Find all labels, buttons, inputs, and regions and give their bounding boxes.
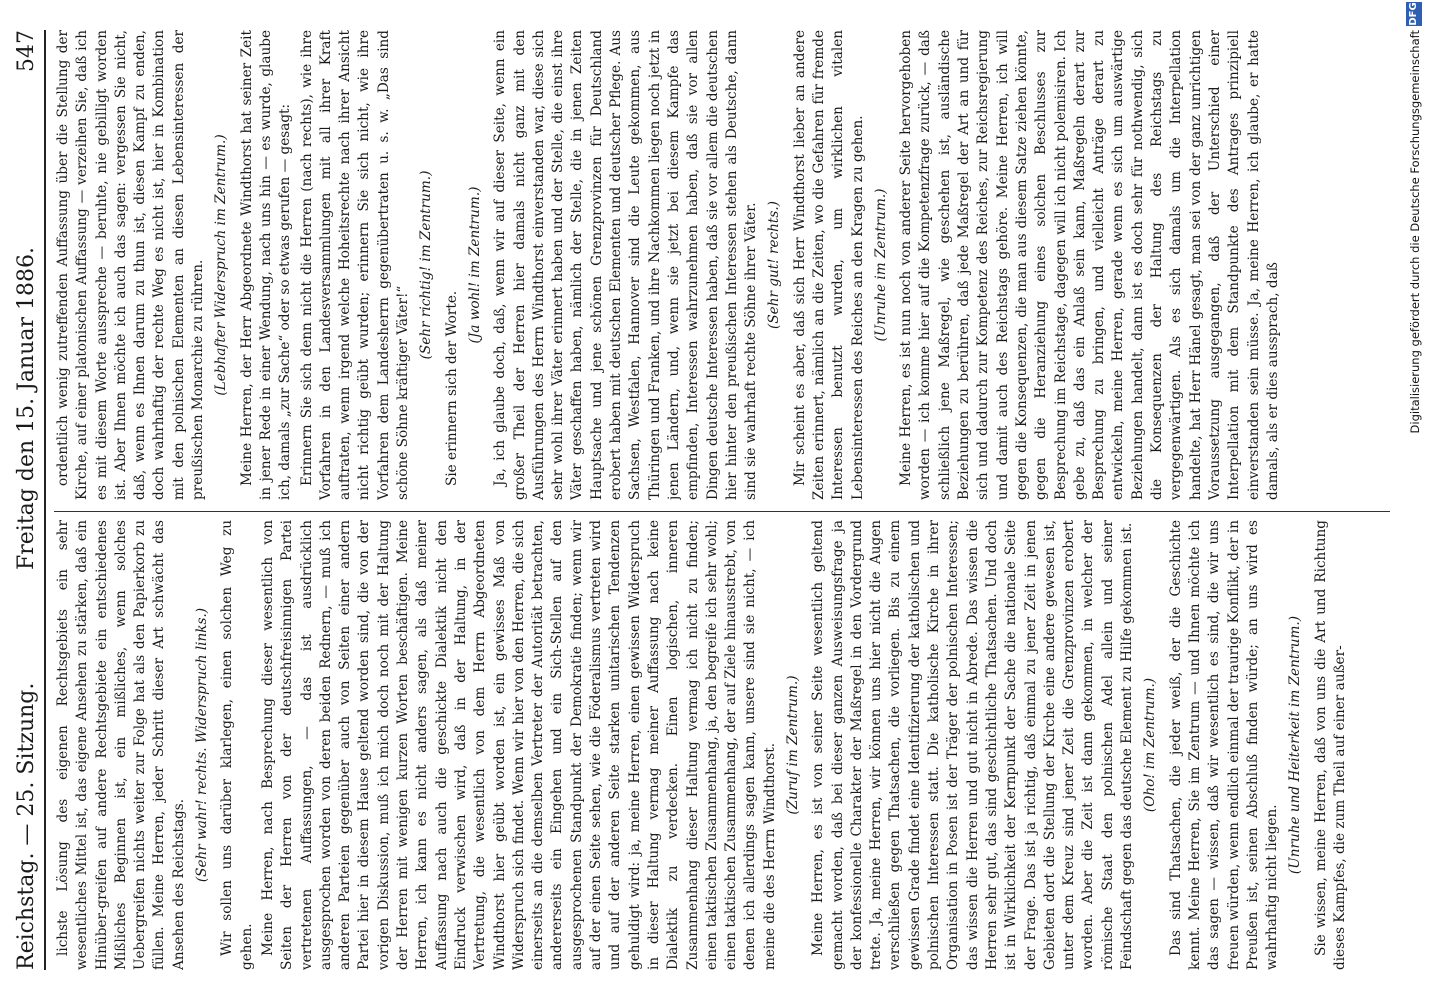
digitization-note: Digitalisierung gefördert durch die Deutsche Forschungsgemeinschaft xyxy=(1408,30,1422,434)
page-header xyxy=(8,30,48,970)
column-divider xyxy=(54,511,1390,512)
stenographic-note: (Sehr richtig! im Zentrum.) xyxy=(418,170,435,360)
stenographic-note: (Ja wohl! im Zentrum.) xyxy=(466,186,483,344)
stenographic-note: (Sehr wahr! rechts. Widerspruch links.) xyxy=(194,607,211,883)
paragraph: Erinnern Sie sich denn nicht die Herren (nach rechts), wie ihre Vorfahren in den Landesversammlungen mit all ihrer Kraft auftraten, wenn irgend welche Hoheitsrechte nach ihrer Ansicht nicht richtig geübt wurden; erinnern Sie sich nicht, wie ihre Vorfahren dem Landesherrn gegenübertraten u. s. w. „Das sind schöne Söhne kräftiger Väter!“ xyxy=(298,30,412,500)
paragraph: Das sind Thatsachen, die jeder weiß, der die Geschichte kennt. Meine Herren, Sie im Zentrum — und Ihnen möchte ich das sagen — wissen, daß wir wesentlich es sind, die wir uns freuen würden, wenn endlich einmal der traurige Konflikt, der in Preußen ist, seinen Abschluß finden würde; an uns wird es wahrhaftig nicht liegen. xyxy=(1167,520,1281,970)
stenographic-note: (Lebhafter Widerspruch im Zentrum.) xyxy=(213,134,230,396)
paragraph: Meine Herren, der Herr Abgeordnete Windthorst hat seiner Zeit in jener Rede in einer Wendung, nach uns hin — es wurde, glaube ich, damals „zur Sache“ oder so etwas gerufen — gesagt: xyxy=(238,30,294,500)
paragraph: Meine Herren, nach Besprechung dieser wesentlich von Seiten der Herren von der deutschfreisinnigen Partei vertretenen Auffassungen, — das ist ausdrücklich ausgesprochen worden von deren beiden Rednern, — muß ich anderen Parteien gegenüber auch von Seiten einer andern Partei hier in diesem Hause geltend worden sind, die von der vorigen Diskussion, muß ich mich doch noch mit der Haltung der Herren mit wenigen kurzen Worten beschäftigen. Meine Herren, ich kann es nicht anders sagen, als daß meiner Auffassung nach auch die geschickte Dialektik nicht den Eindruck verwischen wird, daß in der Haltung, in der Vertretung, die wesentlich von dem Herrn Abgeordneten Windthorst hier geübt worden ist, ein gewisses Maß von Widerspruch sich findet. Wenn wir hier von den Herren, die sich einerseits an die demselben Vertreter der Autorität betrachten, andererseits ein Eingehen und ein Sich-Stellen auf den ausgesprochenen Standpunkt der Demokratie finden; wenn wir auf der einen Seite sehen, wie die Föderalismus vertreten wird und auf der anderen Seite starken unitarischen Tendenzen gehuldigt wird: ja, meine Herren, einen gewissen Widerspruch in dieser Haltung vermag meiner Auffassung nach keine Dialektik zu verdecken. Einen logischen, inneren Zusammenhang dieser Haltung vermag ich nicht zu finden; einen taktischen Zusammenhang, ja, den begreife ich sehr wohl; einen taktischen Zusammenhang, der auf Ziele hinausstrebt, von denen ich allerdings sagen kann, unsere sind sie nicht, — ich meine die des Herrn Windthorst. xyxy=(259,520,778,970)
dfg-logo: DFG xyxy=(1406,2,1422,26)
paragraph: Mir scheint es aber, daß sich Herr Windthorst lieber an andere Zeiten erinnert, nämlich an die Zeiten, wo die Gefahren für fremde Interessen benutzt wurden, um wirklichen vitalen Lebensinteressen des Reiches an den Kragen zu gehen. xyxy=(791,30,866,500)
stenographic-note: (Unruhe und Heiterkeit im Zentrum.) xyxy=(1287,615,1304,875)
left-column xyxy=(54,520,1390,970)
paragraph: Sie erinnern sich der Worte. xyxy=(443,290,460,486)
page-number: 547 xyxy=(14,30,39,72)
paragraph: Meine Herren, es ist nun noch von anderer Seite hervorgehoben worden — ich komme hier auf die Kompetenzfrage zurück, — daß schließlich jene Maßregel, wie geschehen ist, ausländische Beziehungen zu berühren, daß jede Maßregel der Art an und für sich und dadurch zur Kompetenz des Reiches, zur Reichsregierung und damit auch des Reichstags gehöre. Meine Herren, ich will gegen die Konsequenzen, die man aus diesem Satze ziehen könnte, gegen die Heranziehung eines solchen Beschlusses zur Besprechung im Reichstage, dagegen will ich nicht polemisiren. Ich gebe zu, daß das ein Anlaß sein kann, Maßregeln derart zur Besprechung zu bringen, und vielleicht Anträge derart zu entwickeln, meine Herren, gerade wenn es sich um auswärtige Beziehungen handelt, dann ist es doch sehr für nothwendig, sich die Konsequenzen der Haltung des Reichstags zu vergegenwärtigen. Als es sich damals um die Interpellation handelte, hat Herr Hänel gesagt, man sei von der ganz unrichtigen Voraussetzung ausgegangen, daß der Unterschied einer Interpellation mit dem Standpunkte des Antrages prinzipiell einverstanden sein müsse. Ja, meine Herren, ich glaube, er hatte damals, als er dies aussprach, daß xyxy=(898,30,1281,500)
paragraph: ordentlich wenig zutreffenden Auffassung über die Stellung der Kirche, auf einer platonischen Auffassung — verzeihen Sie, daß ich es mit diesem Worte ausspreche — beruhte, nie gebilligt worden ist. Aber Ihnen möchte ich auch das sagen: vergessen Sie nicht, daß, wenn es Ihnen darum zu thun ist, diesen Kampf zu enden, doch wahrhaftig der rechte Weg es nicht ist, hier in Kombination mit den polnischen Elementen an diesen Lebensinteressen der preußischen Monarchie zu rühren. xyxy=(55,30,207,500)
header-session-title: Reichstag. — 25. Sitzung. xyxy=(14,682,39,970)
stenographic-note: (Unruhe im Zentrum.) xyxy=(872,188,889,342)
paragraph: lichste Lösung des eigenen Rechtsgebiets ein sehr wesentliches Mittel ist, das eigene Ansehen zu stärken, daß ein Hinüber-greifen auf andere Rechtsgebiete ein entschiedenes Mißliches Beginnen ist, ein mißliches, wenn solches Uebergreifen nichts weiter zur Folge hat als den Papierkorb zu füllen. Meine Herren, jeder Schritt dieser Art schwächt das Ansehen des Reichstags. xyxy=(55,520,187,970)
paragraph: Sie wissen, meine Herren, daß von uns die Art und Richtung dieses Kampfes, die zum Theil auf einer außer- xyxy=(1312,520,1348,970)
header-date: Freitag den 15. Januar 1886. xyxy=(14,247,39,570)
stenographic-note: (Sehr gut! rechts.) xyxy=(766,201,783,329)
right-column xyxy=(54,30,1390,500)
paragraph: Meine Herren, es ist von seiner Seite wesentlich geltend gemacht worden, daß bei dieser ganzen Ausweisungsfrage ja der konfessionelle Charakter der Maßregel in den Vordergrund trete. Ja, meine Herren, wir können uns hier nicht die Augen verschließen gegen Thatsachen, die vorliegen. Bis zu einem gewissen Grade findet eine Identifizierung der katholischen und polnischen Interessen statt. Die katholische Kirche in ihrer Organisation in Posen ist der Träger der polnischen Interessen; das wissen die Herren und gut nicht in Abrede. Das wissen die Herren sehr gut, das sind geschichtliche Thatsachen. Und doch ist in Wirklichkeit der Kernpunkt der Sache die nationale Seite der Frage. Das ist ja richtig, daß einmal zu jener Zeit in jenen Gebieten dort die Stellung der Kirche eine andere gewesen ist, unter dem Kreuz sind jener Zeit die Grenzprovinzen erobert worden. Aber die Zeit ist dann gekommen, in welcher der römische Staat den polnischen Adel allein und seiner Feindschaft gegen das deutsche Element zu Hilfe gekommen ist. xyxy=(810,520,1136,970)
header-rule xyxy=(44,30,46,970)
paragraph: Wir sollen uns darüber klarlegen, einen solchen Weg zu gehen. xyxy=(219,520,255,970)
stenographic-note: (Oho! im Zentrum.) xyxy=(1142,677,1159,813)
stenographic-note: (Zuruf im Zentrum.) xyxy=(784,675,801,815)
paragraph: Ja, ich glaube doch, daß, wenn wir auf dieser Seite, wenn ein großer Theil der Herren hier damals nicht ganz mit den Ausführungen des Herrn Windthorst einverstanden war, diese sich sehr wohl ihrer Väter erinnert haben und der Stelle, die einst ihre Väter geschaffen haben, nämlich der Stelle, die in jenen Zeiten Hauptsache und jene schönen Grenzprovinzen für Deutschland erobert haben mit deutschen Elementen und deutscher Pflege. Aus Sachsen, Westfalen, Hannover sind die Leute gekommen, aus Thüringen und Franken, und ihre Nachkommen liegen noch jetzt in jenen Ländern, und, wenn sie jetzt bei diesem Kampfe das empfinden, Interessen wahrzunehmen haben, daß sie vor allen Dingen deutsche Interessen haben, daß sie vor allem die deutschen hier hinter den preußischen Interessen stehen als Deutsche, dann sind sie wahrhaft rechte Söhne ihrer Väter. xyxy=(492,30,760,500)
digitization-sidebar xyxy=(1396,0,1432,1000)
